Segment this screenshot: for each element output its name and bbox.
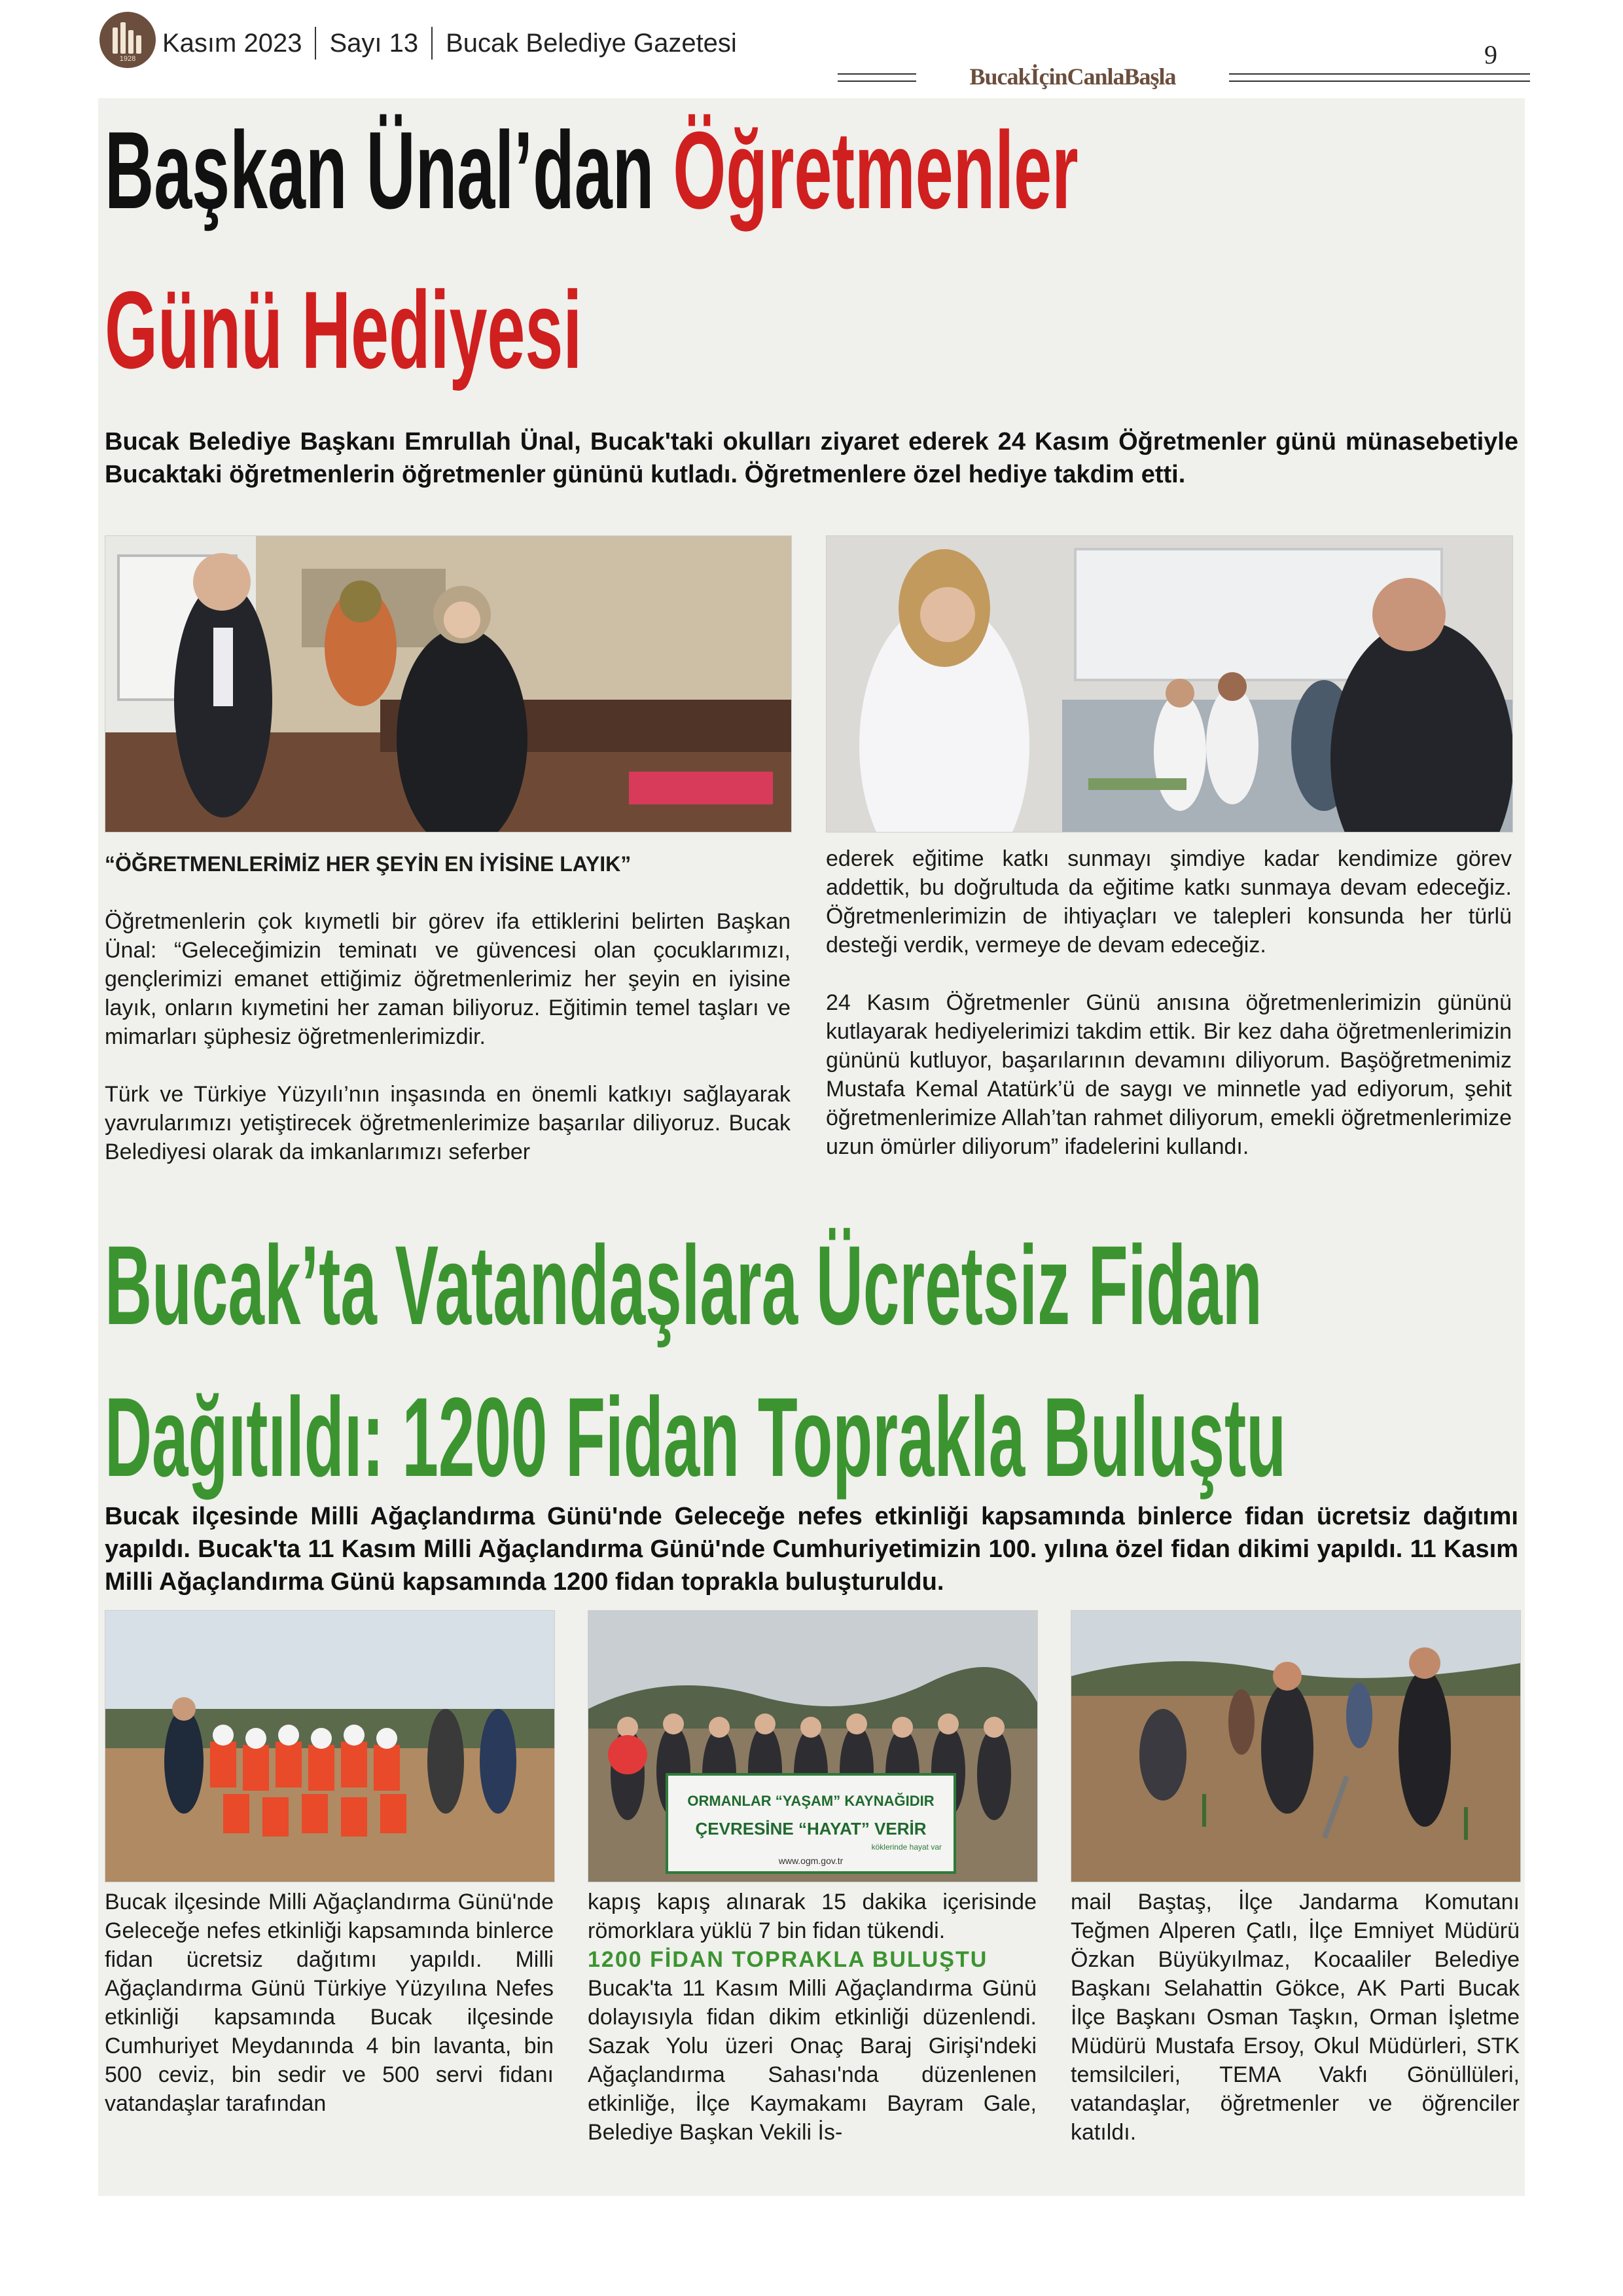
article1-title-black: Başkan Ünal’dan xyxy=(105,109,673,232)
article2-column-2 xyxy=(588,1888,1037,2147)
article1-right-paragraph-2: 24 Kasım Öğretmenler Günü anısına öğretmenlerimizin gününü kutlayarak hediyelerimizi takdim ettik. Bir kez daha öğretmenlerimizin gününü kutluyor, başarılarının devamını diliyorum. Başöğretmenimiz Mustafa Kemal Atatürk’ü de saygı ve minnetle yad ediyorum, şehit öğretmenlerimize Allah’tan rahmet diliyorum, emekli öğretmenlerimize uzun ömürler diliyorum” ifadelerini kullandı. xyxy=(826,990,1512,1159)
photo-office-visit xyxy=(105,535,792,833)
article2-title-line1: Bucak’ta Vatandaşlara Ücretsiz Fidan xyxy=(105,1223,1262,1348)
article1-left-column xyxy=(105,850,791,1166)
forestry-banner xyxy=(667,1774,955,1873)
header-divider xyxy=(315,27,316,60)
article2-col2-paragraph-2: Bucak'ta 11 Kasım Milli Ağaçlandırma Günü dolayısıyla fidan dikim etkinliği düzenlendi. Sazak Yolu üzeri Onaç Baraj Girişi'ndeki Ağaçlandırma Sahası'nda düzenlenen etkinliğe, İlçe Kaymakamı Bayram Gale, Belediye Başkan Vekili İs- xyxy=(588,1976,1037,2145)
header-meta xyxy=(162,25,737,62)
banner-line1: ORMANLAR “YAŞAM” KAYNAĞIDIR xyxy=(687,1793,935,1809)
article2-lead: Bucak ilçesinde Milli Ağaçlandırma Günü'nde Geleceğe nefes etkinliği kapsamında binlerce fidan ücretsiz dağıtımı yapıldı. Bucak'ta 11 Kasım Milli Ağaçlandırma Günü'nde Cumhuriyetimizin 100. yılına özel fidan dikimi yapıldı. 11 Kasım Milli Ağaçlandırma Günü kapsamında 1200 fidan toprakla buluşturuldu. xyxy=(105,1503,1518,1596)
banner-url: www.ogm.gov.tr xyxy=(778,1856,844,1866)
photo-tree-planting xyxy=(1071,1610,1521,1882)
slogan-rule-right xyxy=(1229,73,1530,82)
article2-title-line2: Dağıtıldı: 1200 Fidan Toprakla Buluştu xyxy=(105,1374,1287,1500)
photo-forestry-banner xyxy=(588,1610,1038,1882)
page-number: 9 xyxy=(1484,40,1497,69)
publication-name: Bucak Belediye Gazetesi xyxy=(446,28,737,58)
banner-small-text: köklerinde hayat var xyxy=(871,1842,942,1852)
photo-children-group xyxy=(105,1610,555,1882)
article1-subheading: “ÖĞRETMENLERİMİZ HER ŞEYİN EN İYİSİNE LAYIK” xyxy=(105,852,632,876)
article2-column-1 xyxy=(105,1888,554,2118)
article2-col1-paragraph: Bucak ilçesinde Milli Ağaçlandırma Günü'nde Geleceğe nefes etkinliği kapsamında binlerce fidan ücretsiz dağıtımı yapıldı. Milli Ağaçlandırma Günü Türkiye Yüzyılına Nefes etkinliği kapsamında Bucak ilçesinde Cumhuriyet Meydanında 4 bin lavanta, bin 500 ceviz, bin sedir ve 500 servi fidanı vatandaşlar tarafından xyxy=(105,1890,554,2116)
newspaper-logo xyxy=(99,12,156,68)
article1-left-paragraph-1: Öğretmenlerin çok kıymetli bir görev ifa ettiklerini belirten Başkan Ünal: “Geleceğimizin teminatı ve güvencesi olan çocuklarımızı, gençlerimizi emanet ettiğimiz öğretmenlerimiz her şeyin en iyisine layık, onların kıymetini her zaman biliyoruz. Eğitimin temel taşları ve mimarları şüphesiz öğretmenlerimizdir. xyxy=(105,909,791,1049)
issue-date: Kasım 2023 xyxy=(162,28,302,58)
issue-number: Sayı 13 xyxy=(329,28,419,58)
slogan-rule-left xyxy=(838,73,916,82)
banner-line2: ÇEVRESİNE “HAYAT” VERİR xyxy=(695,1819,927,1839)
article2-col2-subheading: 1200 FİDAN TOPRAKLA BULUŞTU xyxy=(588,1947,988,1972)
photo-gift-presentation xyxy=(826,535,1513,833)
slogan: BucakİçinCanlaBaşla xyxy=(969,63,1176,90)
article1-left-paragraph-2: Türk ve Türkiye Yüzyılı’nın inşasında en önemli katkıyı sağlayarak yavrularımızı yetiştirecek öğretmenlerimize başarılar diliyoruz. Bucak Belediyesi olarak da imkanlarımızı seferber xyxy=(105,1082,791,1164)
article1-title-red: Öğretmenler xyxy=(673,109,1079,232)
article1-right-paragraph-1: ederek eğitime katkı sunmayı şimdiye kadar kendimize görev addettik, bu doğrultuda da eğitime katkı sunmaya devam edeceğiz. Öğretmenlerimizin de ihtiyaçları ve talepleri konsunda her türlü desteği verdik, vermeye de devam edeceğiz. xyxy=(826,846,1512,958)
header-divider xyxy=(431,27,433,60)
article2-column-3 xyxy=(1071,1888,1520,2147)
logo-caption: 1928 xyxy=(119,55,136,63)
article1-title-line1 xyxy=(105,109,1079,232)
article1-title-line2: Günü Hediyesi xyxy=(105,268,582,391)
article1-right-column xyxy=(826,844,1512,1161)
article1-lead: Bucak Belediye Başkanı Emrullah Ünal, Bucak'taki okulları ziyaret ederek 24 Kasım Öğretmenler günü münasebetiyle Bucaktaki öğretmenlerin öğretmenler gününü kutladı. Öğretmenlere özel hediye takdim etti. xyxy=(105,428,1518,488)
article2-col3-paragraph: mail Baştaş, İlçe Jandarma Komutanı Teğmen Alperen Çatlı, İlçe Emniyet Müdürü Özkan Büyükyılmaz, Kocaaliler Belediye Başkanı Selahattin Gökce, AK Parti Bucak İlçe Başkanı Osman Taşkın, Orman İşletme Müdürü Mustafa Ersoy, Okul Müdürleri, STK temsilcileri, TEMA Vakfı Gönüllüleri, vatandaşlar, öğretmenler ve öğrenciler katıldı. xyxy=(1071,1890,1520,2145)
article2-col2-paragraph-1: kapış kapış alınarak 15 dakika içerisinde römorklara yüklü 7 bin fidan tükendi. xyxy=(588,1890,1037,1943)
